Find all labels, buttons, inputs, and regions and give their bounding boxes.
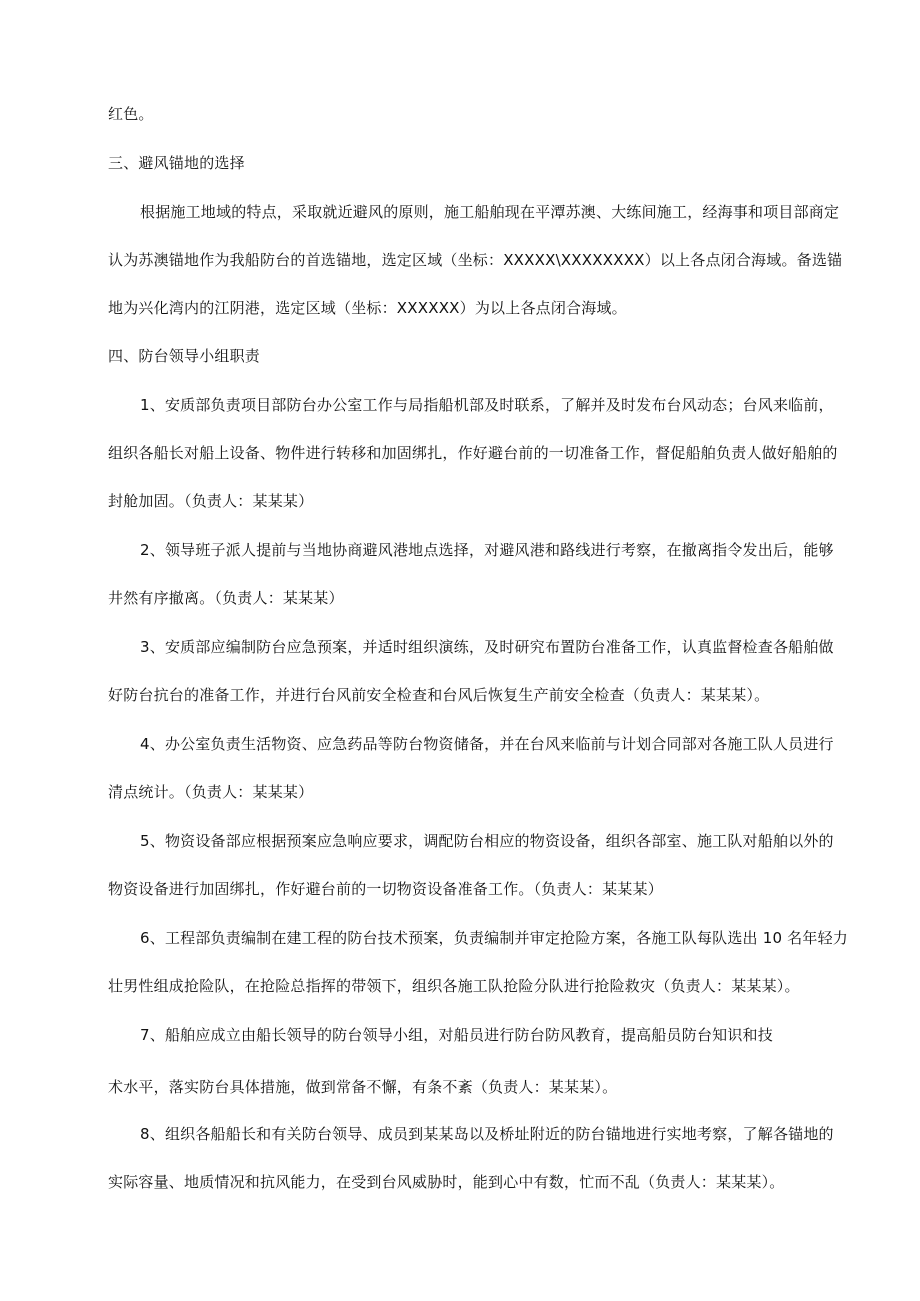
item-3-line-1: 3、安质部应编制防台应急预案，并适时组织演练，及时研究布置防台准备工作，认真监督检查各船舶做 <box>140 638 834 656</box>
item-1-line-2: 组织各船长对船上设备、物件进行转移和加固绑扎，作好避台前的一切准备工作，督促船舶负责人做好船舶的 <box>108 444 838 462</box>
item-7-line-2: 术水平，落实防台具体措施，做到常备不懈，有条不紊（负责人：某某某）。 <box>108 1078 618 1096</box>
item-1-line-3: 封舱加固。（负责人：某某某） <box>108 492 314 510</box>
item-5-line-1: 5、物资设备部应根据预案应急响应要求，调配防台相应的物资设备，组织各部室、施工队对船舶以外的 <box>140 832 834 850</box>
item-6-line-2: 壮男性组成抢险队，在抢险总指挥的带领下，组织各施工队抢险分队进行抢险救灾（负责人：某某某）。 <box>108 977 800 995</box>
item-2-line-2: 井然有序撤离。（负责人：某某某） <box>108 589 344 607</box>
item-7-line-1: 7、船舶应成立由船长领导的防台领导小组，对船员进行防台防风教育，提高船员防台知识和技 <box>140 1026 773 1044</box>
item-4-line-2: 清点统计。（负责人：某某某） <box>108 783 314 801</box>
intro-line: 红色。 <box>108 105 154 123</box>
item-4-line-1: 4、办公室负责生活物资、应急药品等防台物资储备，并在台风来临前与计划合同部对各施工队人员进行 <box>140 735 834 753</box>
section-3-line-2: 认为苏澳锚地作为我船防台的首选锚地，选定区域（坐标：XXXXX\XXXXXXXX）以上各点闭合海域。备选锚 <box>108 251 843 269</box>
section-3-heading: 三、避风锚地的选择 <box>108 154 245 172</box>
item-3-line-2: 好防台抗台的准备工作，并进行台风前安全检查和台风后恢复生产前安全检查（负责人：某某某）。 <box>108 686 770 704</box>
item-5-line-2: 物资设备进行加固绑扎，作好避台前的一切物资设备准备工作。（负责人：某某某） <box>108 880 663 898</box>
item-8-line-2: 实际容量、地质情况和抗风能力，在受到台风威胁时，能到心中有数，忙而不乱（负责人：某某某）。 <box>108 1173 785 1191</box>
section-3-line-1: 根据施工地域的特点，采取就近避风的原则，施工船舶现在平潭苏澳、大练间施工，经海事和项目部商定 <box>140 203 840 221</box>
item-6-line-1: 6、工程部负责编制在建工程的防台技术预案，负责编制并审定抢险方案，各施工队每队选出 10 名年轻力 <box>140 929 848 947</box>
item-1-line-1: 1、安质部负责项目部防台办公室工作与局指船机部及时联系，了解并及时发布台风动态；台风来临前， <box>140 396 834 414</box>
item-8-line-1: 8、组织各船船长和有关防台领导、成员到某某岛以及桥址附近的防台锚地进行实地考察，了解各锚地的 <box>140 1125 834 1143</box>
section-3-line-3: 地为兴化湾内的江阴港，选定区域（坐标：XXXXXX）为以上各点闭合海域。 <box>108 299 627 317</box>
section-4-heading: 四、防台领导小组职责 <box>108 347 261 365</box>
item-2-line-1: 2、领导班子派人提前与当地协商避风港地点选择，对避风港和路线进行考察，在撤离指令发出后，能够 <box>140 541 834 559</box>
